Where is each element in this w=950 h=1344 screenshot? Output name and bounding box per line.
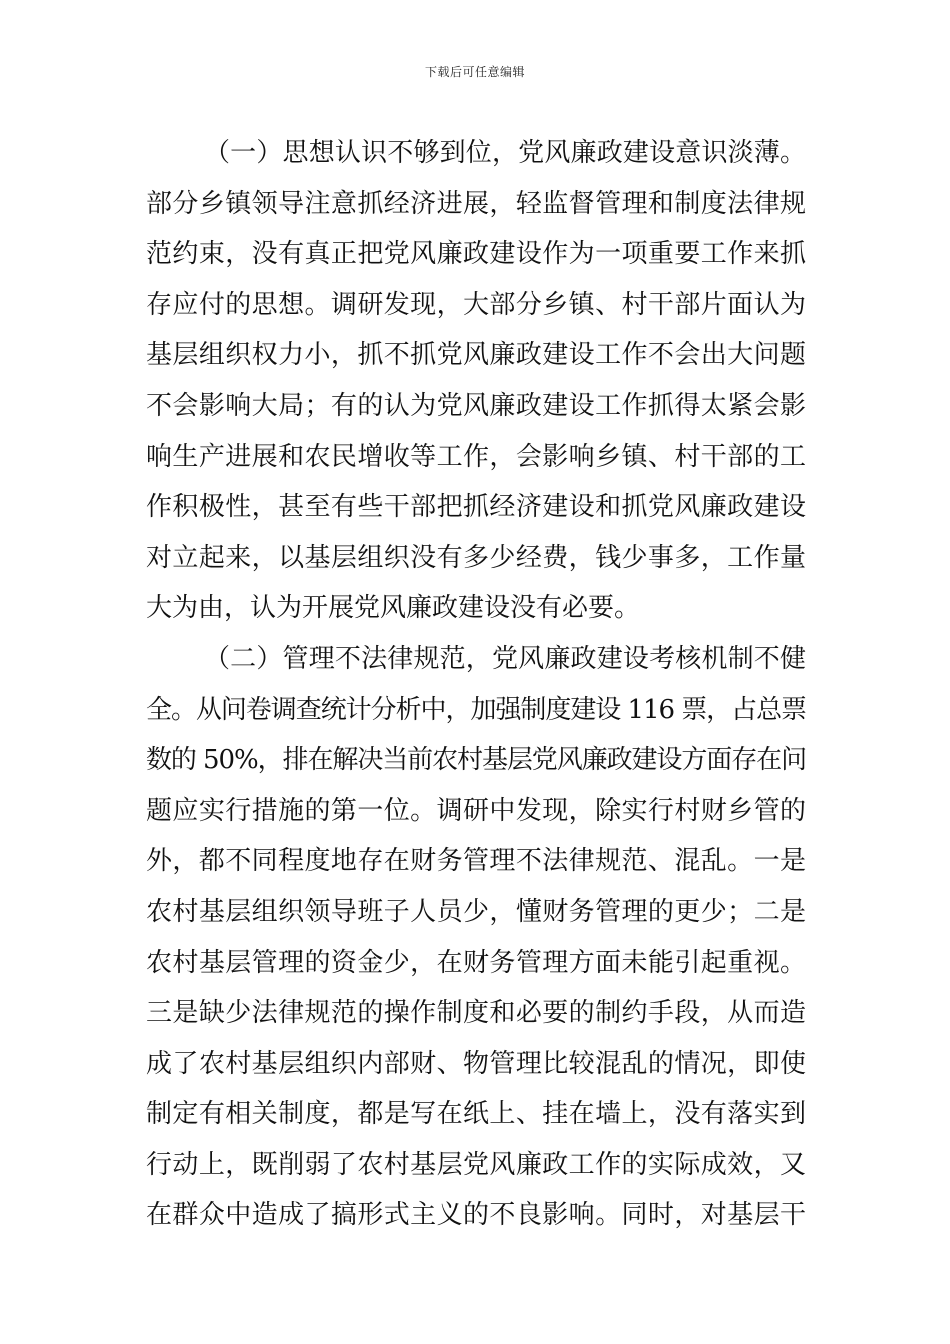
- paragraph-line: 题应实行措施的第一位。调研中发现，除实行村财乡管的: [146, 795, 806, 826]
- paragraph-line: 不会影响大局；有的认为党风廉政建设工作抓得太紧会影: [146, 390, 806, 421]
- paragraph-line: 全。从问卷调查统计分析中，加强制度建设 116 票，占总票: [146, 694, 807, 725]
- paragraph-line: （二）管理不法律规范，党风廉政建设考核机制不健: [204, 643, 806, 674]
- paragraph-line: 在群众中造成了搞形式主义的不良影响。同时，对基层干: [146, 1200, 806, 1231]
- paragraph-2: [146, 634, 806, 1241]
- paragraph-line: 三是缺少法律规范的操作制度和必要的制约手段，从而造: [146, 998, 806, 1029]
- page-header: 下载后可任意编辑: [424, 65, 525, 79]
- paragraph-line: 基层组织权力小，抓不抓党风廉政建设工作不会出大问题: [146, 340, 806, 371]
- paragraph-line: 制定有相关制度，都是写在纸上、挂在墙上，没有落实到: [146, 1099, 806, 1130]
- document-body: [146, 128, 806, 1241]
- paragraph-line: （一）思想认识不够到位，党风廉政建设意识淡薄。: [204, 138, 806, 168]
- paragraph-line: 外，都不同程度地存在财务管理不法律规范、混乱。一是: [146, 846, 806, 877]
- paragraph-line: 大为由，认为开展党风廉政建设没有必要。: [146, 593, 641, 624]
- paragraph-1: [146, 128, 806, 634]
- paragraph-line: 行动上，既削弱了农村基层党风廉政工作的实际成效，又: [146, 1149, 806, 1180]
- paragraph-line: 作积极性，甚至有些干部把抓经济建设和抓党风廉政建设: [146, 492, 806, 523]
- paragraph-line: 响生产进展和农民增收等工作，会影响乡镇、村干部的工: [146, 441, 806, 472]
- paragraph-line: 农村基层管理的资金少，在财务管理方面未能引起重视。: [146, 947, 806, 978]
- paragraph-line: 存应付的思想。调研发现，大部分乡镇、村干部片面认为: [146, 289, 806, 320]
- paragraph-line: 数的 50%，排在解决当前农村基层党风廉政建设方面存在问: [146, 745, 806, 776]
- paragraph-line: 成了农村基层组织内部财、物管理比较混乱的情况，即使: [146, 1048, 806, 1079]
- paragraph-line: 农村基层组织领导班子人员少，懂财务管理的更少；二是: [146, 896, 806, 927]
- paragraph-line: 部分乡镇领导注意抓经济进展，轻监督管理和制度法律规: [146, 188, 806, 219]
- paragraph-line: 对立起来，以基层组织没有多少经费，钱少事多，工作量: [146, 542, 806, 573]
- paragraph-line: 范约束，没有真正把党风廉政建设作为一项重要工作来抓: [146, 239, 806, 270]
